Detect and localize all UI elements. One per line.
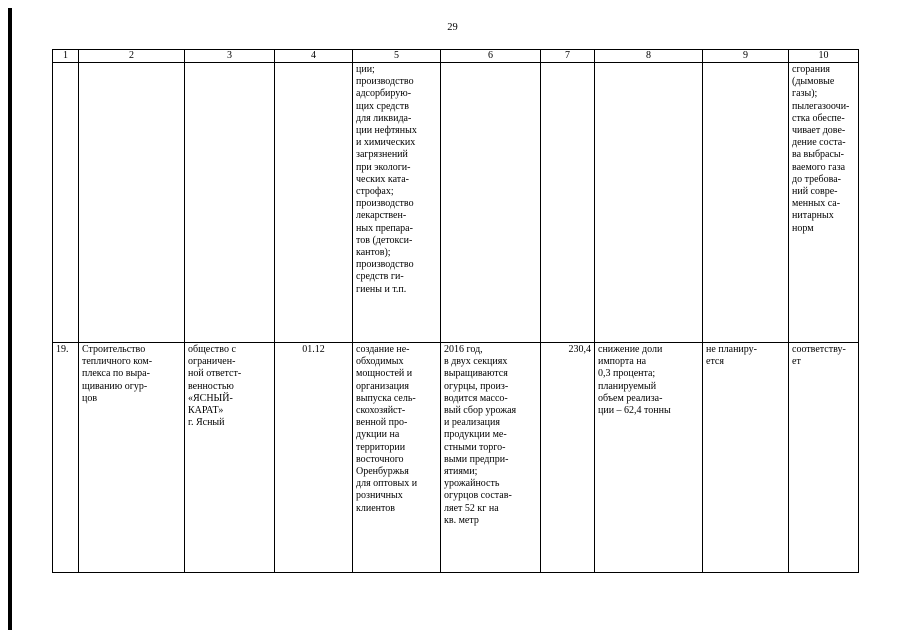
environmental-compliance-cell: сгорания (дымовые газы); пылегазоочи- стка обеспе- чивает дове- дение соста- ва выбрасы- ваемого газа до требова- ний совре- менных са- нитарных норм	[789, 63, 859, 343]
investment-amount-cell: 230,4	[541, 343, 595, 573]
implementation-status-cell: 2016 год, в двух секциях выращиваются огурцы, произ- водится массо- вый сбор урожая и реализация продукции ме- стными торго- выми предпри- ятиями; урожайность огурцов состав- ляет 52 кг на кв. метр	[441, 343, 541, 573]
row-number-cell	[53, 63, 79, 343]
column-number-header: 7	[541, 50, 595, 63]
project-name-cell	[79, 63, 185, 343]
column-number-header: 10	[789, 50, 859, 63]
environmental-compliance-cell: соответству- ет	[789, 343, 859, 573]
column-number-header: 3	[185, 50, 275, 63]
column-number-header: 9	[703, 50, 789, 63]
organization-cell: общество с ограничен- ной ответст- венностью «ЯСНЫЙ- КАРАТ» г. Ясный	[185, 343, 275, 573]
table-row-19	[53, 343, 859, 573]
investment-projects-table	[52, 49, 859, 573]
column-number-header: 8	[595, 50, 703, 63]
column-number-header: 2	[79, 50, 185, 63]
import-substitution-effect-cell	[595, 63, 703, 343]
column-number-header-row	[53, 50, 859, 63]
project-goal-cell: ции; производство адсорбирую- щих средств для ликвида- ции нефтяных и химических загрязнений при экологи- ческих ката- строфах; производство лекарствен- ных препара- тов (детокси- кантов); производство средств ги- гиены и т.п.	[353, 63, 441, 343]
page-number: 29	[447, 22, 458, 33]
implementation-status-cell	[441, 63, 541, 343]
organization-cell	[185, 63, 275, 343]
column-number-header: 5	[353, 50, 441, 63]
binding-margin-line	[8, 8, 12, 630]
import-substitution-effect-cell: снижение доли импорта на 0,3 процента; планируемый объем реализа- ции – 62,4 тонны	[595, 343, 703, 573]
project-name-cell: Строительство тепличного ком- плекса по выра- щиванию огур- цов	[79, 343, 185, 573]
support-plan-cell: не планиру- ется	[703, 343, 789, 573]
row-number-cell: 19.	[53, 343, 79, 573]
table-row-continuation	[53, 63, 859, 343]
column-number-header: 1	[53, 50, 79, 63]
investment-amount-cell	[541, 63, 595, 343]
activity-code-cell: 01.12	[275, 343, 353, 573]
support-plan-cell	[703, 63, 789, 343]
activity-code-cell	[275, 63, 353, 343]
column-number-header: 6	[441, 50, 541, 63]
column-number-header: 4	[275, 50, 353, 63]
project-goal-cell: создание не- обходимых мощностей и организация выпуска сель- скохозяйст- венной про- дукции на территории восточного Оренбуржья для оптовых и розничных клиентов	[353, 343, 441, 573]
